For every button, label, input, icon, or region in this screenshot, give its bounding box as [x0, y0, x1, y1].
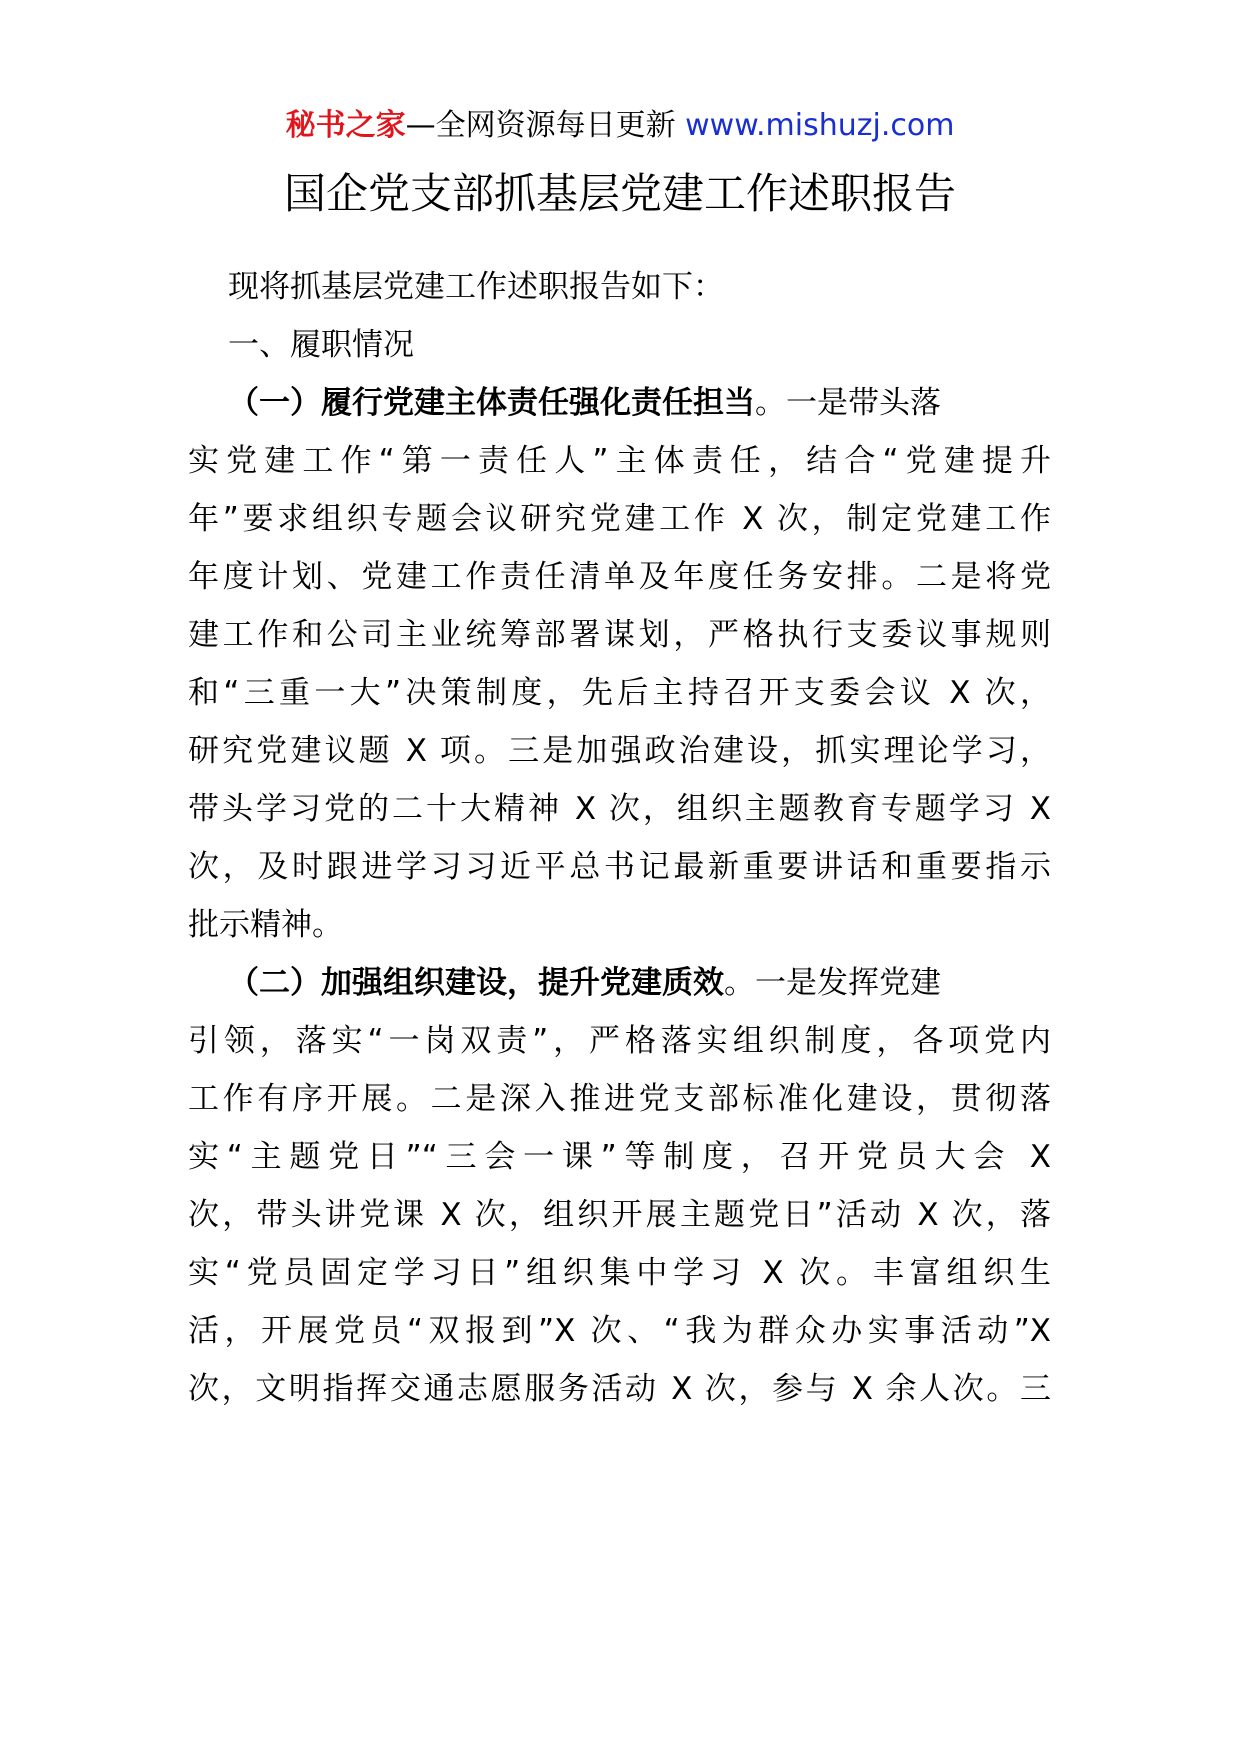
site-url-link[interactable]: www.mishuzj.com — [685, 108, 955, 143]
para2-line-2: 引领，落实“一岗双责”，严格落实组织制度，各项党内 — [188, 1023, 1051, 1059]
para2-line-8: 次，文明指挥交通志愿服务活动 X 次，参与 X 余人次。三 — [188, 1371, 1051, 1407]
para2-heading: （二）加强组织建设，提升党建质效 — [228, 965, 724, 1001]
para2-text: 。一是发挥党建 — [724, 965, 941, 1001]
para1-line-2: 实党建工作“第一责任人”主体责任，结合“党建提升 — [188, 443, 1051, 479]
site-header — [0, 104, 1240, 148]
para1-line-4: 年度计划、党建工作责任清单及年度任务安排。二是将党 — [188, 559, 1051, 595]
para1-line-7: 研究党建议题 X 项。三是加强政治建设，抓实理论学习， — [188, 733, 1051, 769]
para1-heading: （一）履行党建主体责任强化责任担当 — [228, 385, 755, 421]
para2-line-6: 实“党员固定学习日”组织集中学习 X 次。丰富组织生 — [188, 1255, 1051, 1291]
para1-line-10: 批示精神。 — [188, 907, 343, 943]
para1-line-1 — [228, 378, 1051, 428]
document-title: 国企党支部抓基层党建工作述职报告 — [283, 169, 956, 218]
intro-line: 现将抓基层党建工作述职报告如下： — [228, 269, 724, 305]
brand-name: 秘书之家 — [285, 108, 406, 143]
para1-line-8: 带头学习党的二十大精神 X 次，组织主题教育专题学习 X — [188, 791, 1051, 827]
section-heading: 一、履职情况 — [228, 327, 414, 363]
para2-line-3: 工作有序开展。二是深入推进党支部标准化建设，贯彻落 — [188, 1081, 1051, 1117]
para1-line-6: 和“三重一大”决策制度，先后主持召开支委会议 X 次， — [188, 675, 1051, 711]
para2-line-5: 次，带头讲党课 X 次，组织开展主题党日”活动 X 次，落 — [188, 1197, 1051, 1233]
header-tagline: —全网资源每日更新 — [405, 108, 676, 143]
para1-line-9: 次，及时跟进学习习近平总书记最新重要讲话和重要指示 — [188, 849, 1051, 885]
para2-line-7: 活，开展党员“双报到”X 次、“我为群众办实事活动”X — [188, 1313, 1051, 1349]
para1-text: 。一是带头落 — [755, 385, 941, 421]
para1-line-5: 建工作和公司主业统筹部署谋划，严格执行支委议事规则 — [188, 617, 1051, 653]
para2-line-4: 实“主题党日”“三会一课”等制度，召开党员大会 X — [188, 1139, 1051, 1175]
para2-line-1 — [228, 958, 1051, 1008]
para1-line-3: 年”要求组织专题会议研究党建工作 X 次，制定党建工作 — [188, 501, 1051, 537]
